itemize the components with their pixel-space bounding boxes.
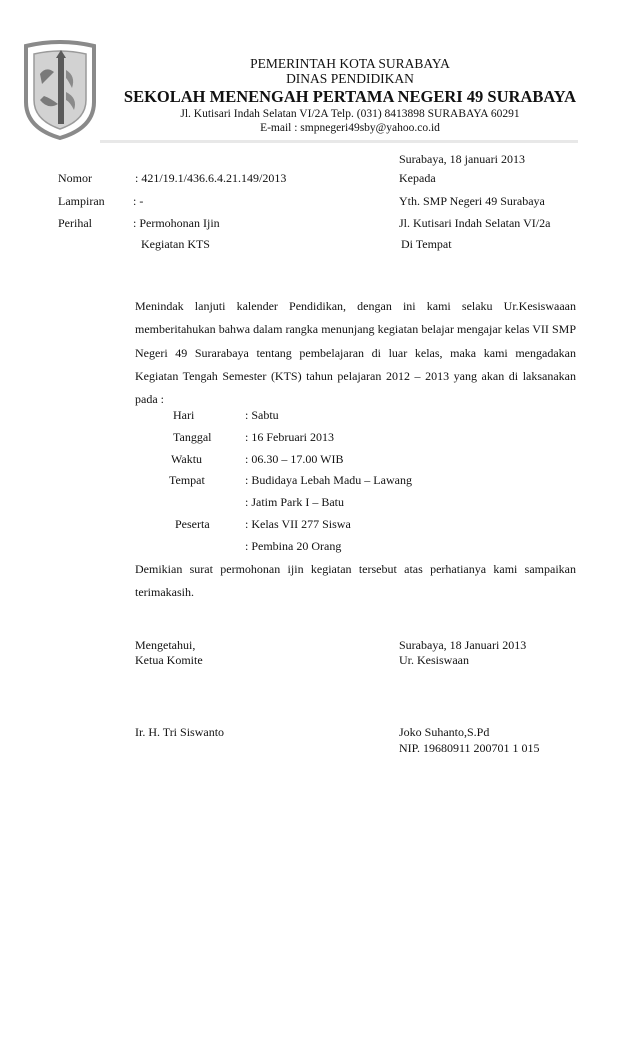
perihal-value-line2: Kegiatan KTS bbox=[141, 237, 210, 251]
lampiran-label: Lampiran bbox=[58, 194, 105, 208]
sign-left-line2: Ketua Komite bbox=[135, 653, 203, 667]
nomor-value: : 421/19.1/436.6.4.21.149/2013 bbox=[135, 171, 287, 185]
sign-right-nip: NIP. 19680911 200701 1 015 bbox=[399, 741, 540, 755]
detail-value: : Kelas VII 277 Siswa bbox=[245, 517, 351, 531]
header-address: Jl. Kutisari Indah Selatan VI/2A Telp. (031) 8413898 SURABAYA 60291 bbox=[180, 108, 520, 120]
detail-value: : Pembina 20 Orang bbox=[245, 539, 342, 553]
body-paragraph: Menindak lanjuti kalender Pendidikan, dengan ini kami selaku Ur.Kesiswaaan memberitahukan bahwa dalam rangka menunjang kegiatan belajar mengajar kelas VII SMP Negeri 49 Surarabaya tentang pembelajaran di luar kelas, maka kami mengadakan Kegiatan Tengah Semester (KTS) tahun pelajaran 2012 – 2013 yang akan di laksanakan pada : bbox=[135, 299, 576, 407]
recipient-address: Jl. Kutisari Indah Selatan VI/2a bbox=[399, 216, 551, 230]
lampiran-value: : - bbox=[133, 194, 144, 208]
sign-left-name: Ir. H. Tri Siswanto bbox=[135, 725, 225, 739]
recipient-kepada: Kepada bbox=[399, 171, 436, 185]
detail-label: Hari bbox=[173, 408, 195, 422]
header-school-name: SEKOLAH MENENGAH PERTAMA NEGERI 49 SURABAYA bbox=[123, 87, 577, 106]
city-emblem-logo bbox=[22, 40, 98, 140]
recipient-place: Di Tempat bbox=[401, 237, 452, 251]
letter-date: Surabaya, 18 januari 2013 bbox=[399, 152, 525, 166]
header-government: PEMERINTAH KOTA SURABAYA bbox=[250, 56, 450, 71]
header-divider bbox=[100, 140, 578, 143]
sign-right-name: Joko Suhanto,S.Pd bbox=[399, 725, 490, 739]
detail-label: Waktu bbox=[171, 452, 203, 466]
detail-value: : 16 Februari 2013 bbox=[245, 430, 334, 444]
detail-value: : Jatim Park I – Batu bbox=[245, 495, 344, 509]
header-department: DINAS PENDIDIKAN bbox=[286, 71, 414, 86]
sign-right-line2: Ur. Kesiswaan bbox=[399, 653, 469, 667]
detail-value: : 06.30 – 17.00 WIB bbox=[245, 452, 344, 466]
header-email: E-mail : smpnegeri49sby@yahoo.co.id bbox=[260, 122, 440, 134]
sign-left-line1: Mengetahui, bbox=[135, 638, 196, 652]
nomor-label: Nomor bbox=[58, 171, 92, 185]
closing-paragraph: Demikian surat permohonan ijin kegiatan tersebut atas perhatianya kami sampaikan terimakasih. bbox=[135, 562, 576, 600]
detail-label: Tempat bbox=[169, 473, 205, 487]
detail-value: : Sabtu bbox=[245, 408, 279, 422]
sign-right-line1: Surabaya, 18 Januari 2013 bbox=[399, 638, 527, 652]
detail-value: : Budidaya Lebah Madu – Lawang bbox=[245, 473, 412, 487]
perihal-value: : Permohonan Ijin bbox=[133, 216, 220, 230]
detail-label: Peserta bbox=[175, 517, 210, 531]
detail-label: Tanggal bbox=[173, 430, 212, 444]
perihal-label: Perihal bbox=[58, 216, 92, 230]
recipient-name: Yth. SMP Negeri 49 Surabaya bbox=[399, 194, 545, 208]
